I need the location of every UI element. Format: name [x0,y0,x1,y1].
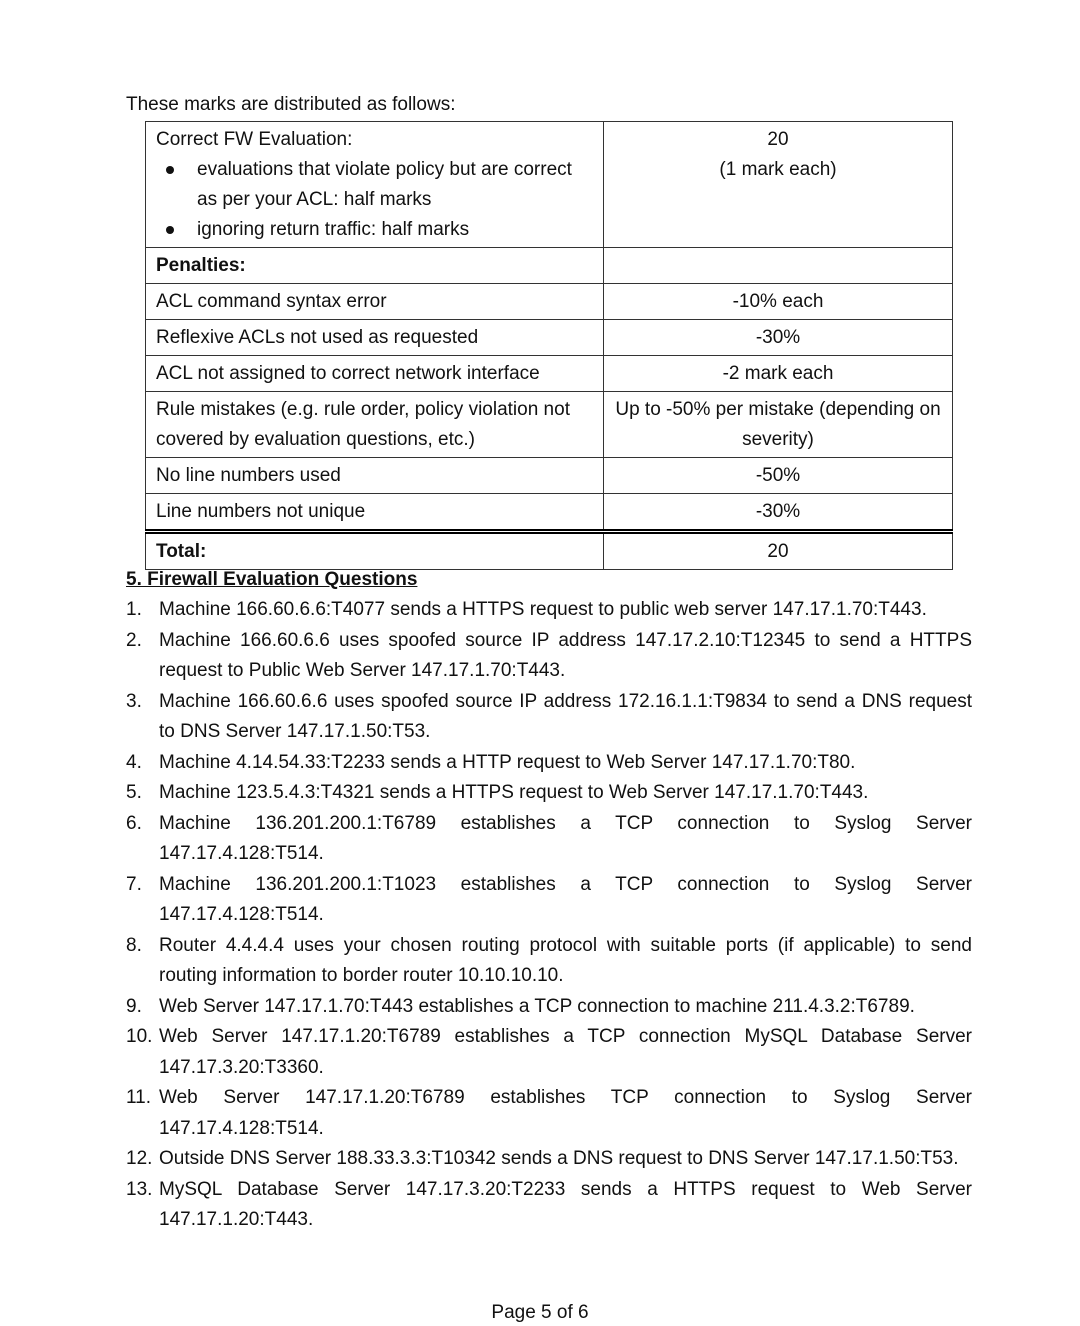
penalty-row [146,320,953,356]
question-item: 12. Outside DNS Server 188.33.3.3:T10342 sends a DNS request to DNS Server 147.17.1.50:T53. [126,1148,959,1169]
penalty-row [146,356,953,392]
eval-value-note: (1 mark each) [719,159,837,180]
penalty-row [146,494,953,532]
eval-value-cell [604,122,953,248]
penalty-value: -30% [604,320,953,356]
penalty-value: -2 mark each [604,356,953,392]
penalty-label: ACL not assigned to correct network interface [146,356,604,392]
penalty-label: Line numbers not unique [146,494,604,532]
eval-bullets [156,155,593,245]
question-item: 4. Machine 4.14.54.33:T2233 sends a HTTP request to Web Server 147.17.1.70:T80. [126,751,856,773]
eval-value: 20 [767,129,789,150]
bullet-dot-icon [166,226,174,234]
question-item: 7. Machine 136.201.200.1:T1023 establishes a TCP connection to Syslog Server 147.17.4.128:T514. [126,873,972,925]
question-item: 8. Router 4.4.4.4 uses your chosen routing protocol with suitable ports (if applicable) to send routing information to border router 10.10.10.10. [126,934,972,986]
penalty-value: -50% [604,458,953,494]
question-item: 13. MySQL Database Server 147.17.3.20:T2233 sends a HTTPS request to Web Server 147.17.1.20:T443. [126,1178,972,1230]
eval-cell [146,122,604,248]
penalty-value: -30% [604,494,953,532]
penalty-label: No line numbers used [146,458,604,494]
penalty-value: Up to -50% per mistake (depending on severity) [604,392,953,458]
eval-label: Correct FW Evaluation: [156,129,353,150]
section-title: 5. Firewall Evaluation Questions [126,569,418,590]
total-value: 20 [604,532,953,570]
question-item: 1. Machine 166.60.6.6:T4077 sends a HTTPS request to public web server 147.17.1.70:T443. [126,599,927,620]
question-item: 9. Web Server 147.17.1.70:T443 establishes a TCP connection to machine 211.4.3.2:T6789. [126,995,915,1017]
question-item: 6. Machine 136.201.200.1:T6789 establishes a TCP connection to Syslog Server 147.17.4.128:T514. [126,812,972,864]
question-item: 5. Machine 123.5.4.3:T4321 sends a HTTPS request to Web Server 147.17.1.70:T443. [126,782,869,803]
questions-list [126,595,972,1236]
penalty-label: Reflexive ACLs not used as requested [146,320,604,356]
eval-bullet: ignoring return traffic: half marks [156,215,593,245]
total-label: Total: [146,532,604,570]
intro-text: These marks are distributed as follows: [126,94,456,115]
penalty-row [146,458,953,494]
question-item: 10. Web Server 147.17.1.20:T6789 establishes a TCP connection MySQL Database Server 147.17.3.20:T3360. [126,1026,972,1078]
penalty-label: ACL command syntax error [146,284,604,320]
question-item: 2. Machine 166.60.6.6 uses spoofed source IP address 147.17.2.10:T12345 to send a HTTPS request to Public Web Server 147.17.1.70:T443. [126,629,972,681]
eval-bullet: evaluations that violate policy but are correct as per your ACL: half marks [156,155,593,215]
penalty-row [146,392,953,458]
marks-table [145,121,953,570]
penalties-label: Penalties: [146,248,604,284]
penalties-empty-cell [604,248,953,284]
penalty-row [146,284,953,320]
eval-row [146,122,953,248]
question-item: 11. Web Server 147.17.1.20:T6789 establishes TCP connection to Syslog Server 147.17.4.128:T514. [126,1087,972,1139]
question-item: 3. Machine 166.60.6.6 uses spoofed source IP address 172.16.1.1:T9834 to send a DNS request to DNS Server 147.17.1.50:T53. [126,690,972,742]
penalty-label: Rule mistakes (e.g. rule order, policy violation not covered by evaluation questions, etc.) [146,392,604,458]
penalties-header-row [146,248,953,284]
bullet-dot-icon [166,166,174,174]
penalty-value: -10% each [604,284,953,320]
page-footer: Page 5 of 6 [491,1302,589,1323]
total-row [146,532,953,570]
